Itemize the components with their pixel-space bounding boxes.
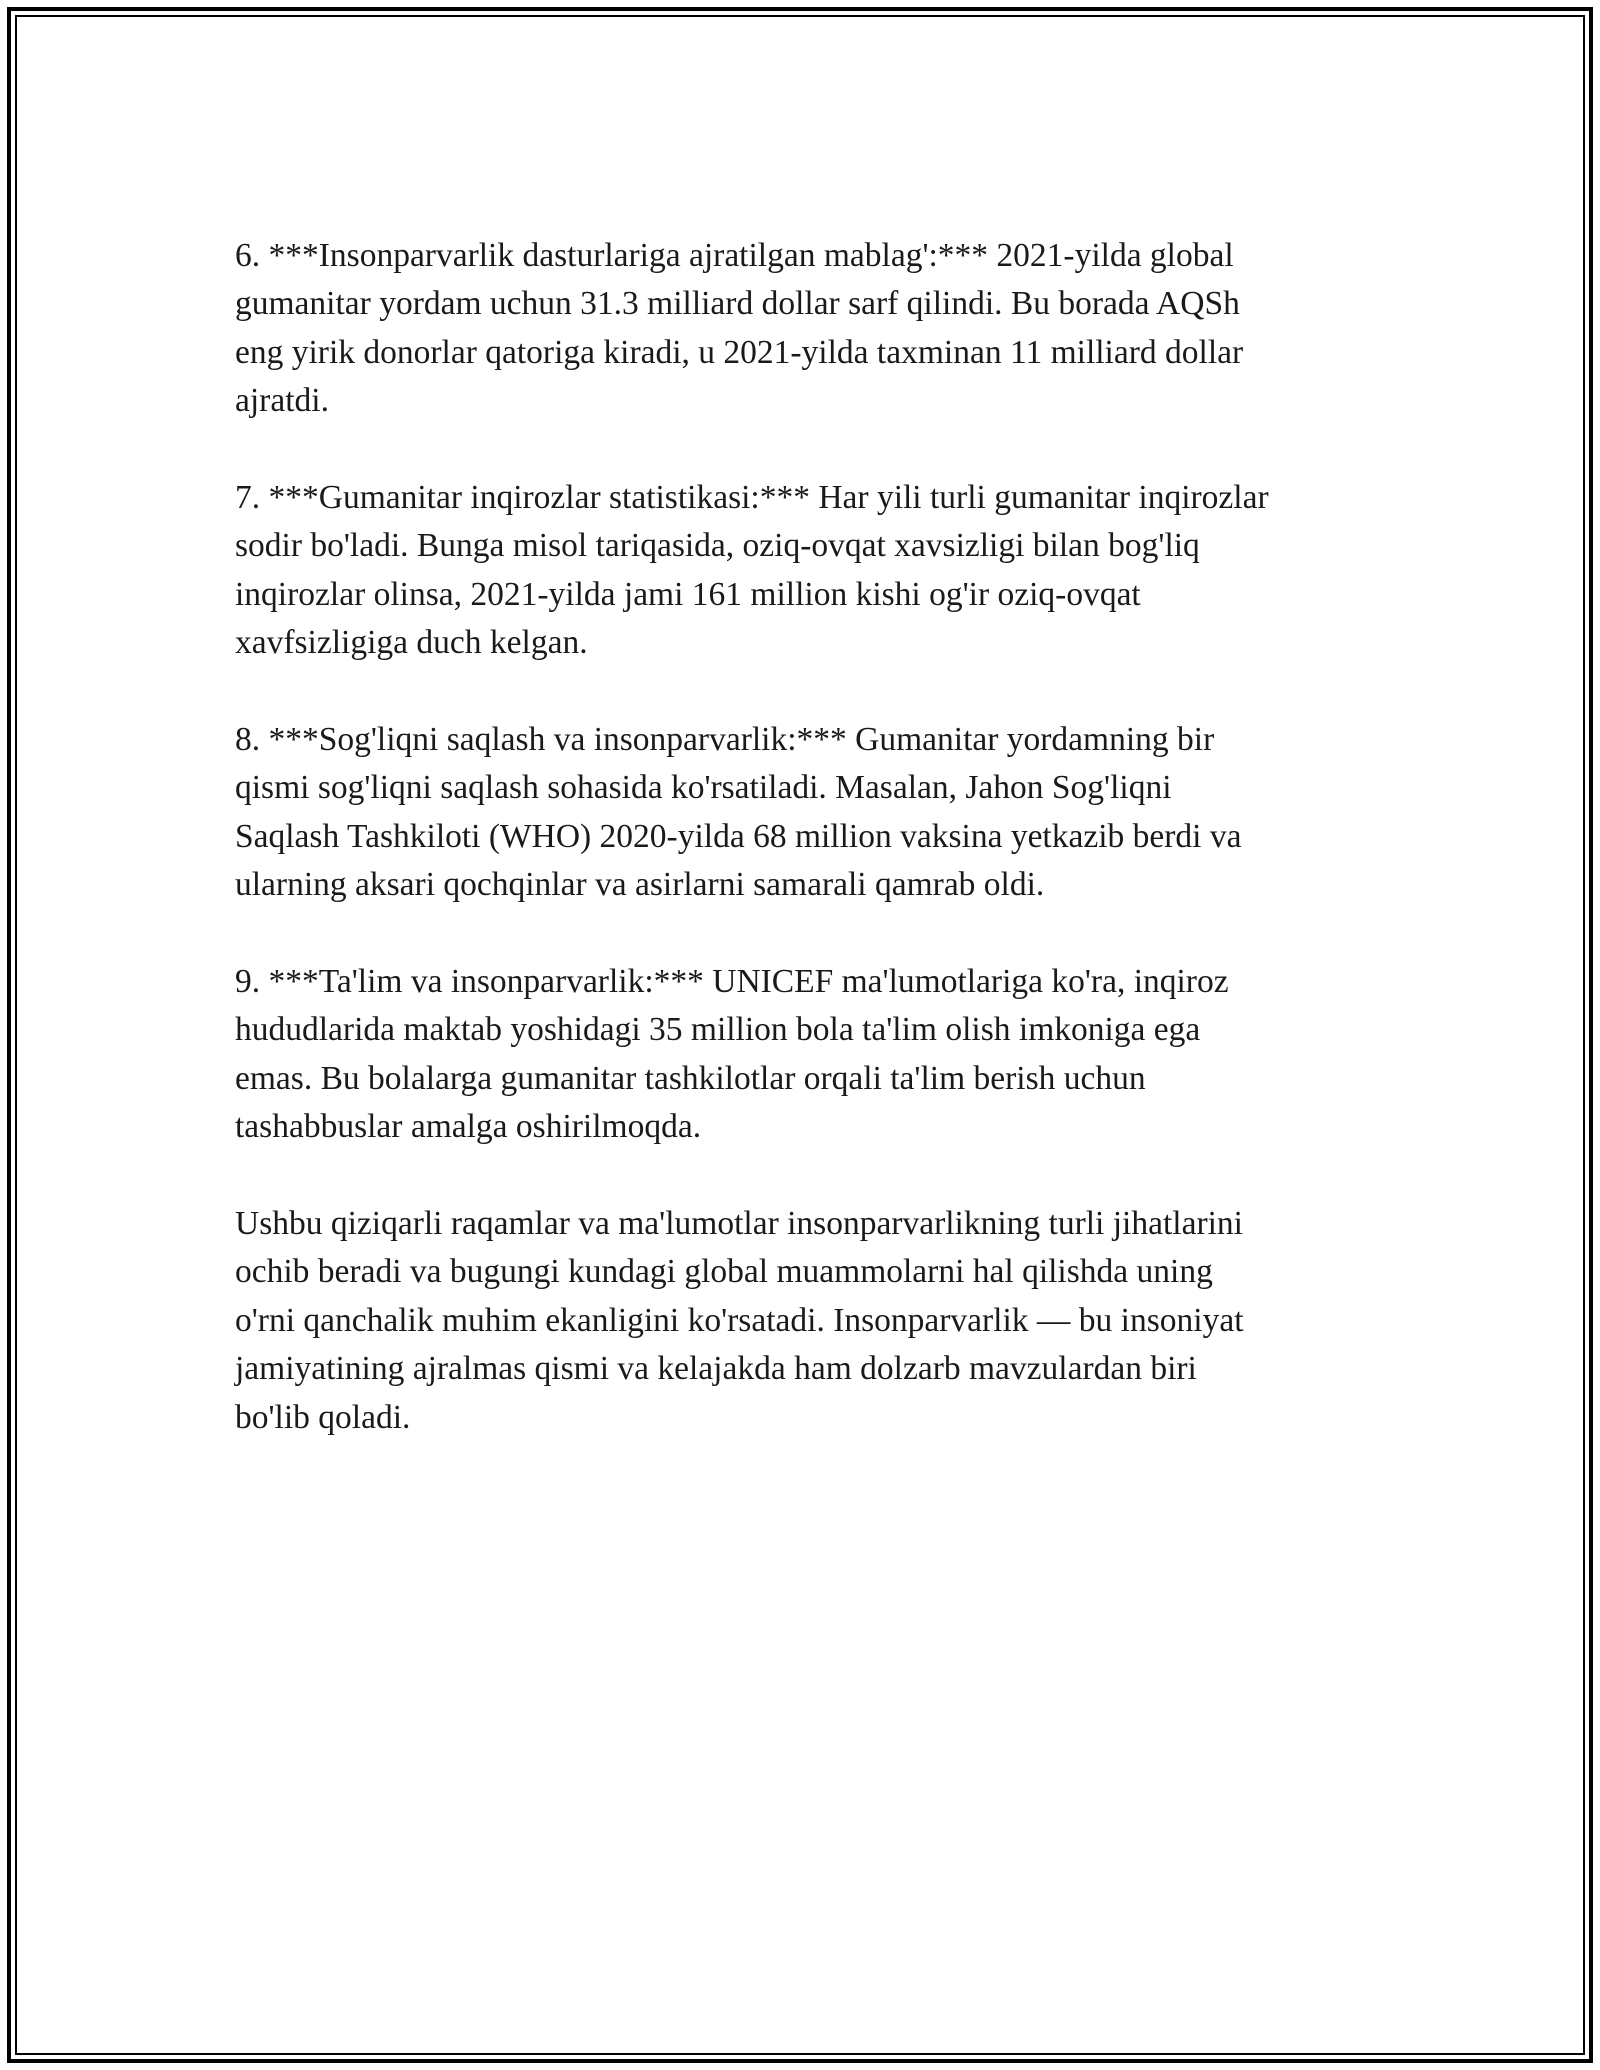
paragraph-item-8: 8. ***Sog'liqni saqlash va insonparvarlik:*** Gumanitar yordamning bir qismi sog'liqni saqlash sohasida ko'rsatiladi. Masalan, Jahon Sog'liqni Saqlash Tashkiloti (WHO) 2020-yilda 68 million vaksina yetkazib berdi va ularning aksari qochqinlar va asirlarni samarali qamrab oldi. <box>235 721 1242 904</box>
paragraph-conclusion: Ushbu qiziqarli raqamlar va ma'lumotlar insonparvarlikning turli jihatlarini ochib beradi va bugungi kundagi global muammolarni hal qilishda uning o'rni qanchalik muhim ekanligini ko'rsatadi. Insonparvarlik — bu insoniyat jamiyatining ajralmas qismi va kelajakda ham dolzarb mavzulardan biri bo'lib qoladi. <box>235 1205 1244 1436</box>
paragraph-item-7: 7. ***Gumanitar inqirozlar statistikasi:*** Har yili turli gumanitar inqirozlar sodir bo'ladi. Bunga misol tariqasida, oziq-ovqat xavsizligi bilan bog'liq inqirozlar olinsa, 2021-yilda jami 161 million kishi og'ir oziq-ovqat xavfsizligiga duch kelgan. <box>235 479 1269 662</box>
document-body <box>235 232 1375 1490</box>
paragraph-item-6: 6. ***Insonparvarlik dasturlariga ajratilgan mablag':*** 2021-yilda global gumanitar yordam uchun 31.3 milliard dollar sarf qilindi. Bu borada AQSh eng yirik donorlar qatoriga kiradi, u 2021-yilda taxminan 11 milliard dollar ajratdi. <box>235 237 1244 420</box>
paragraph-item-9: 9. ***Ta'lim va insonparvarlik:*** UNICEF ma'lumotlariga ko'ra, inqiroz hududlarida maktab yoshidagi 35 million bola ta'lim olish imkoniga ega emas. Bu bolalarga gumanitar tashkilotlar orqali ta'lim berish uchun tashabbuslar amalga oshirilmoqda. <box>235 963 1229 1146</box>
